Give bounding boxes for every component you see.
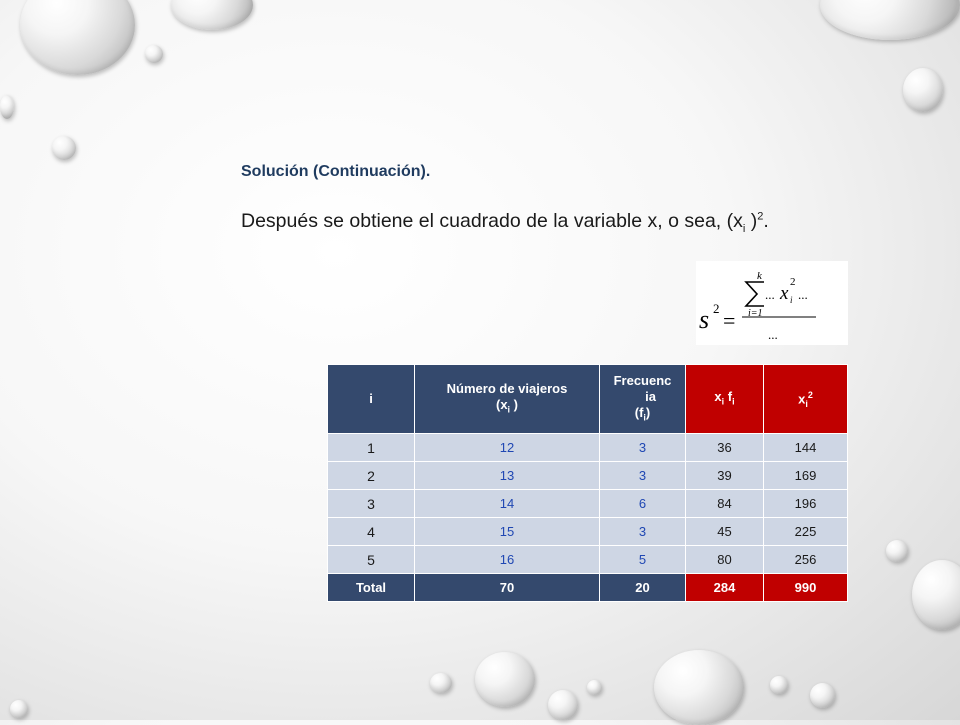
header-frecuencia (600, 365, 686, 434)
cell-xf: 80 (686, 546, 764, 574)
water-drop (810, 683, 835, 708)
cell-x: 14 (415, 490, 600, 518)
total-label: Total (328, 574, 415, 602)
cell-f: 3 (600, 518, 686, 546)
cell-x2: 225 (764, 518, 848, 546)
header-xf-x: x (714, 388, 722, 404)
formula-s: s (699, 305, 710, 334)
water-drop (886, 540, 908, 562)
cell-xf: 39 (686, 462, 764, 490)
cell-i: 1 (328, 434, 415, 462)
cell-xf: 84 (686, 490, 764, 518)
cell-i: 3 (328, 490, 415, 518)
cell-x2: 169 (764, 462, 848, 490)
water-drop (0, 95, 14, 119)
variance-formula-svg (696, 261, 848, 345)
total-f: 20 (600, 574, 686, 602)
slide-heading: Solución (Continuación). (241, 163, 431, 180)
slide-statement (241, 210, 769, 235)
water-drop (654, 650, 744, 725)
cell-x: 12 (415, 434, 600, 462)
header-x2-sub: i (805, 398, 808, 409)
cell-x2: 256 (764, 546, 848, 574)
water-drop (475, 652, 535, 707)
cell-xf: 36 (686, 434, 764, 462)
total-x2: 990 (764, 574, 848, 602)
header-x2-x: x (798, 390, 806, 406)
water-drop (430, 673, 452, 693)
water-drop (770, 676, 788, 694)
cell-f: 6 (600, 490, 686, 518)
water-drop (52, 136, 76, 160)
water-drop (145, 45, 163, 63)
cell-f: 5 (600, 546, 686, 574)
table-header-row (328, 365, 848, 434)
header-numero-viajeros (415, 365, 600, 434)
statement-superscript: 2 (757, 210, 764, 223)
water-drop (912, 560, 960, 630)
total-x: 70 (415, 574, 600, 602)
table-total-row (328, 574, 848, 602)
table-row (328, 462, 848, 490)
statement-subscript: i (742, 222, 746, 235)
header-xi-squared (764, 365, 848, 434)
table-row (328, 490, 848, 518)
water-drop (171, 0, 253, 30)
header-numero-sub: i (507, 404, 511, 415)
cell-x2: 144 (764, 434, 848, 462)
water-drop (587, 680, 602, 695)
numerator-subscript: i (790, 295, 793, 305)
header-xf-f: f (724, 388, 733, 404)
water-drop (820, 0, 960, 40)
cell-x: 16 (415, 546, 600, 574)
water-drop (903, 68, 943, 112)
summation-sigma (746, 282, 764, 306)
variance-formula (696, 261, 848, 345)
header-numero-prefix: (x (495, 396, 508, 412)
header-freq-prefix: (f (634, 404, 644, 420)
statement-period: . (763, 210, 769, 232)
cell-x: 15 (415, 518, 600, 546)
header-numero-suffix: ) (510, 396, 519, 412)
statement-text-close: ) (745, 210, 758, 232)
water-drop (548, 690, 578, 720)
numerator-variable: x (780, 283, 789, 304)
table-row (328, 546, 848, 574)
numerator-ellipsis-right: ... (798, 287, 808, 302)
header-x2-sup: 2 (807, 389, 813, 400)
header-freq-line1: Frecuenc (613, 372, 672, 388)
denominator: ... (768, 327, 778, 342)
cell-i: 4 (328, 518, 415, 546)
statement-text: Después se obtiene el cuadrado de la variable x, o sea, (x (241, 210, 743, 232)
cell-xf: 45 (686, 518, 764, 546)
sum-lower-limit: i=1 (748, 308, 763, 319)
cell-x: 13 (415, 462, 600, 490)
total-xf: 284 (686, 574, 764, 602)
header-freq-suffix: ) (645, 404, 651, 420)
cell-f: 3 (600, 462, 686, 490)
cell-i: 2 (328, 462, 415, 490)
numerator-superscript: 2 (790, 276, 796, 288)
header-numero-line1: Número de viajeros (446, 380, 568, 396)
header-freq-line2: ia (645, 388, 656, 404)
header-xf-f-sub: i (732, 396, 735, 407)
water-drop (10, 700, 28, 718)
frequency-table (327, 364, 848, 602)
water-drop (20, 0, 135, 75)
cell-f: 3 (600, 434, 686, 462)
cell-x2: 196 (764, 490, 848, 518)
header-xi-fi (686, 365, 764, 434)
table-row (328, 518, 848, 546)
sum-upper-limit: k (757, 270, 762, 282)
formula-s-exponent: 2 (713, 301, 720, 316)
header-xf-x-sub: i (721, 396, 725, 407)
formula-equals: = (723, 308, 736, 333)
numerator-ellipsis-left: ... (765, 287, 775, 302)
header-freq-sub: i (643, 412, 646, 423)
table-row (328, 434, 848, 462)
header-i: i (328, 365, 415, 434)
cell-i: 5 (328, 546, 415, 574)
